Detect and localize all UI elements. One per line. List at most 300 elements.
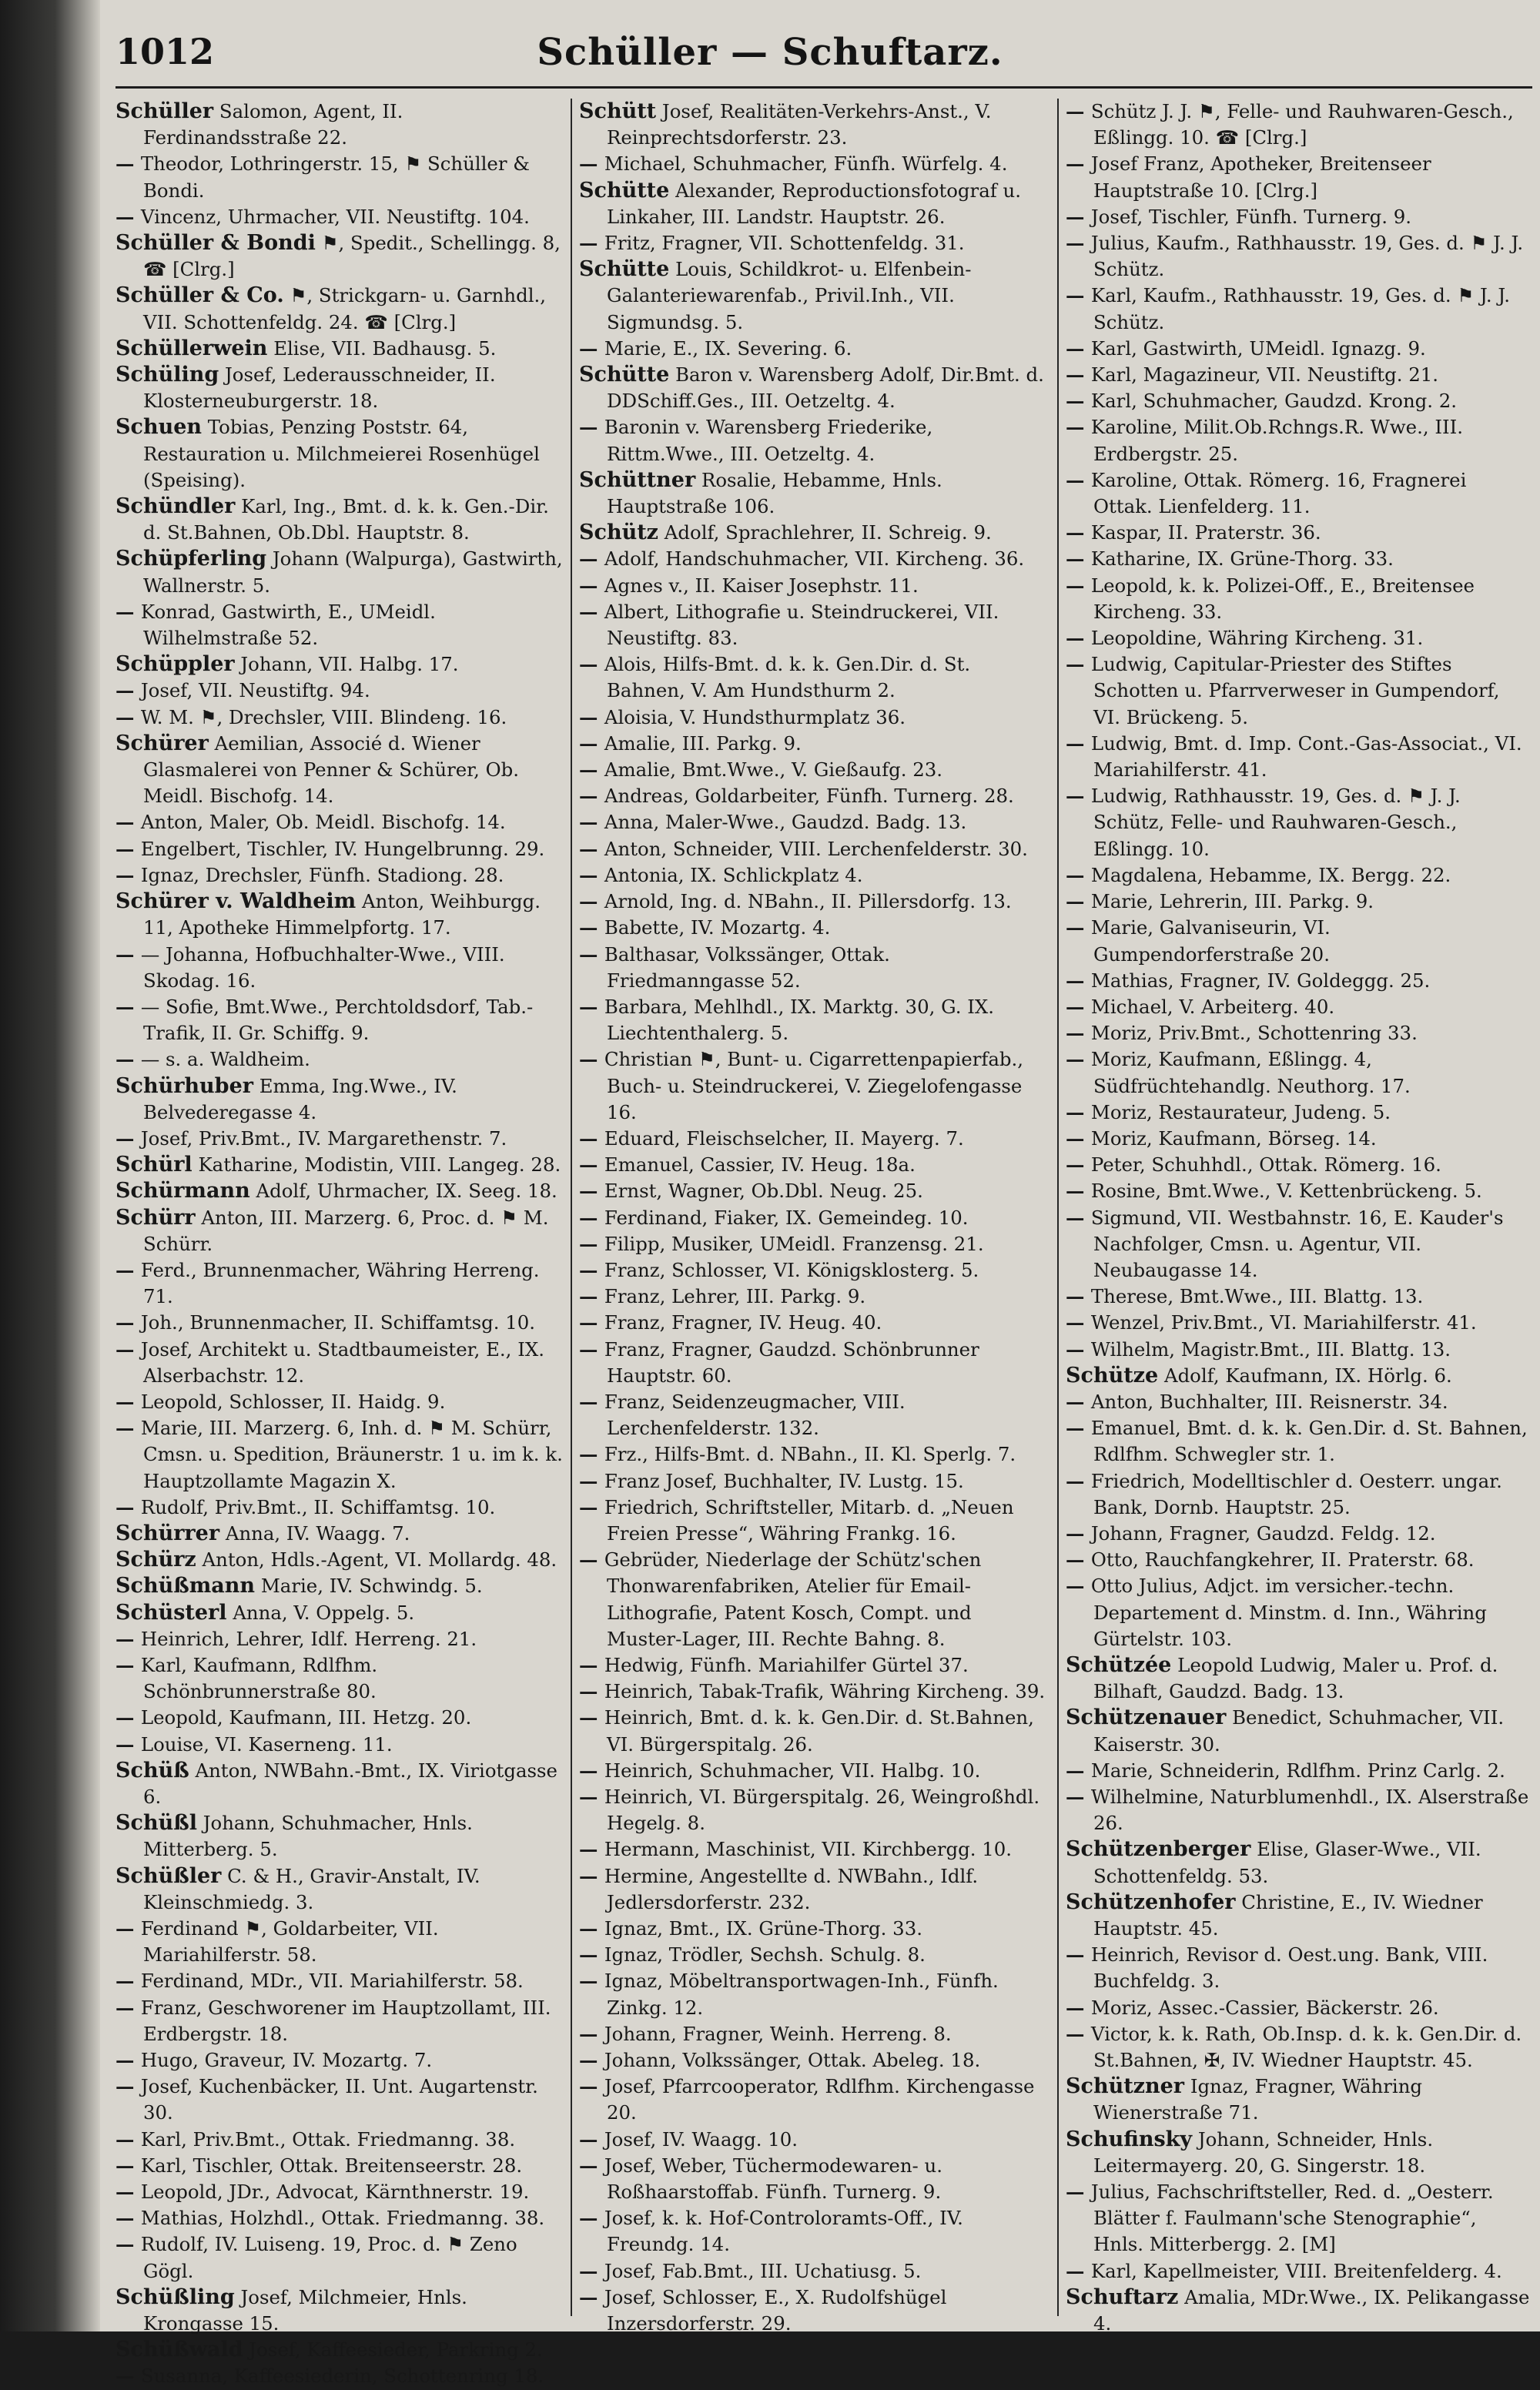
entry-surname: Schüller <box>116 99 214 123</box>
directory-entry <box>1066 2285 1531 2337</box>
directory-entry <box>116 1916 564 1968</box>
entry-details: Baronin v. Warensberg Friederike, Rittm.Wwe., III. Oetzeltg. 4. <box>604 416 933 465</box>
directory-entry <box>579 2285 1050 2337</box>
ditto-dash: — <box>1066 627 1091 650</box>
entry-details: Franz Josef, Buchhalter, IV. Lustg. 15. <box>604 1469 964 1492</box>
entry-details: Anna, Maler-Wwe., Gaudzd. Badg. 13. <box>604 811 967 834</box>
ditto-dash: — <box>579 1495 604 1518</box>
directory-entry <box>579 1178 1050 1204</box>
entry-details: Johann (Walpurga), Gastwirth, Wallnerstr. 5. <box>143 547 563 597</box>
entry-details: Louise, VI. Kaserneng. 11. <box>140 1732 393 1756</box>
entry-details: Ferdinand ⚑, Goldarbeiter, VII. Mariahilferstr. 58. <box>140 1917 439 1967</box>
directory-entry <box>579 546 1050 572</box>
directory-entry <box>1066 1942 1531 1994</box>
ditto-dash: — <box>116 1706 141 1729</box>
entry-details: Heinrich, Tabak-Trafik, Währing Kircheng. 39. <box>604 1680 1046 1703</box>
directory-entry <box>579 2205 1050 2258</box>
directory-entry <box>1066 625 1531 651</box>
entry-details: Karl, Kaufm., Rathhausstr. 19, Ges. d. ⚑ J. J. Schütz. <box>1090 284 1511 333</box>
ditto-dash: — <box>116 2365 141 2388</box>
entry-details: Christine, E., IV. Wiedner Hauptstr. 45. <box>1093 1890 1483 1940</box>
ditto-dash: — <box>1066 1206 1091 1229</box>
ditto-dash: — <box>579 837 604 860</box>
directory-entry <box>1066 994 1531 1020</box>
ditto-dash: — <box>579 152 604 176</box>
entry-details: ⚑, Strickgarn- u. Garnhdl., VII. Schottenfeldg. 24. ☎ [Clrg.] <box>143 284 547 333</box>
entry-details: Adolf, Kaufmann, IX. Hörlg. 6. <box>1163 1364 1452 1387</box>
ditto-dash: — <box>579 547 604 571</box>
ditto-dash: — <box>579 2075 604 2098</box>
directory-entry <box>579 1126 1050 1152</box>
directory-entry <box>116 99 564 151</box>
entry-details: Karl, Gastwirth, UMeidl. Ignazg. 9. <box>1090 336 1426 360</box>
directory-entry <box>579 2021 1050 2047</box>
ditto-dash: — <box>116 1390 141 1413</box>
ditto-dash: — <box>1066 1548 1091 1572</box>
entry-details: Marie, III. Marzerg. 6, Inh. d. ⚑ M. Schürr, Cmsn. u. Spedition, Bräunerstr. 1 u. im k. k. Hauptzollamte Magazin X. <box>140 1417 563 1492</box>
entry-surname: Schüppler <box>116 652 235 677</box>
ditto-dash: — <box>1066 1786 1091 1808</box>
entry-details: Albert, Lithografie u. Steindruckerei, VII. Neustiftg. 83. <box>604 600 999 650</box>
entry-surname: Schuen <box>116 415 203 440</box>
entry-surname: Schürz <box>116 1548 196 1572</box>
ditto-dash: — <box>1066 863 1091 886</box>
entry-details: Salomon, Agent, II. Ferdinandsstraße 22. <box>143 100 403 149</box>
ditto-dash: — <box>1066 521 1091 544</box>
ditto-dash: — <box>1066 1285 1091 1308</box>
entry-details: Katharine, Modistin, VIII. Langeg. 28. <box>198 1153 561 1177</box>
entry-details: Marie, Schneiderin, Rdlfhm. Prinz Carlg. 2. <box>1090 1759 1505 1782</box>
ditto-dash: — <box>116 205 141 228</box>
entry-details: Marie, Galvaniseurin, VI. Gumpendorferstraße 20. <box>1090 916 1331 966</box>
entry-details: Ferd., Brunnenmacher, Währing Herreng. 71. <box>140 1258 540 1308</box>
directory-entry <box>579 1863 1050 1916</box>
entry-details: Amalia, MDr.Wwe., IX. Pelikangasse 4. <box>1093 2285 1530 2335</box>
entry-details: Mathias, Fragner, IV. Goldeggg. 25. <box>1090 969 1431 992</box>
directory-entry <box>116 1521 564 1547</box>
entry-details: Kaspar, II. Praterstr. 36. <box>1090 521 1321 544</box>
entry-details: Schütz J. J. ⚑, Felle- und Rauhwaren-Gesch., Eßlingg. 10. ☎ [Clrg.] <box>1090 100 1514 149</box>
entry-details: Otto Julius, Adjct. im versicher.-techn. Departement d. Minstm. d. Inn., Währing Gürtelstr. 103. <box>1090 1575 1487 1650</box>
directory-entry <box>1066 1573 1531 1652</box>
directory-entry <box>116 1337 564 1389</box>
ditto-dash: — <box>116 2075 141 2098</box>
entry-details: Rudolf, IV. Luiseng. 19, Proc. d. ⚑ Zeno Gögl. <box>140 2233 517 2282</box>
entry-details: Franz, Fragner, Gaudzd. Schönbrunner Hauptstr. 60. <box>604 1337 979 1387</box>
entry-details: Frz., Hilfs-Bmt. d. NBahn., II. Kl. Sperlg. 7. <box>604 1443 1016 1466</box>
entry-details: Eduard, Fleischselcher, II. Mayerg. 7. <box>604 1126 964 1150</box>
entry-details: Josef, k. k. Hof-Controloramts-Off., IV. Freundg. 14. <box>604 2207 963 2256</box>
directory-entry <box>116 1152 564 1178</box>
ditto-dash: — <box>1066 232 1091 255</box>
entry-details: Adolf, Handschuhmacher, VII. Kircheng. 36. <box>604 547 1025 571</box>
directory-entry <box>116 1573 564 1599</box>
entry-details: Leopold Ludwig, Maler u. Prof. d. Bilhaft, Gaudzd. Badg. 13. <box>1093 1653 1498 1703</box>
entry-surname: Schüller & Co. <box>116 283 284 308</box>
directory-entry <box>1066 204 1531 230</box>
ditto-dash: — <box>579 336 604 360</box>
directory-entry <box>579 1441 1050 1468</box>
directory-entry <box>1066 783 1531 862</box>
directory-entry <box>116 2285 564 2337</box>
entry-details: Benedict, Schuhmacher, VII. Kaiserstr. 30. <box>1093 1706 1505 1756</box>
entry-details: Moriz, Restaurateur, Judeng. 5. <box>1090 1100 1391 1123</box>
directory-entry <box>1066 1337 1531 1363</box>
entry-details: Ludwig, Rathhausstr. 19, Ges. d. ⚑ J. J. Schütz, Felle- und Rauhwaren-Gesch., Eßlingg. 10. <box>1090 785 1461 860</box>
directory-entry <box>579 151 1050 177</box>
ditto-dash: — <box>116 152 141 176</box>
ditto-dash: — <box>1066 1022 1091 1045</box>
entry-surname: Schürr <box>116 1205 196 1230</box>
ditto-dash: — <box>1066 1126 1091 1150</box>
ditto-dash: — <box>1066 2022 1091 2045</box>
entry-details: Friedrich, Schriftsteller, Mitarb. d. „Neuen Freien Presse“, Währing Frankg. 16. <box>604 1495 1014 1545</box>
directory-entry <box>579 889 1050 915</box>
running-head: Schüller — Schuftarz. <box>537 31 1003 74</box>
entry-details: Marie, Lehrerin, III. Parkg. 9. <box>1090 890 1374 913</box>
directory-entry <box>579 1337 1050 1389</box>
directory-entry <box>1066 467 1531 520</box>
entry-details: Therese, Bmt.Wwe., III. Blattg. 13. <box>1090 1285 1424 1308</box>
ditto-dash: — <box>116 2233 141 2256</box>
ditto-dash: — <box>116 1337 141 1361</box>
entry-details: Josef, Schlosser, E., X. Rudolfshügel Inzersdorferstr. 29. <box>604 2285 947 2335</box>
directory-entry <box>116 1389 564 1415</box>
entry-details: Emanuel, Bmt. d. k. k. Gen.Dir. d. St. Bahnen, Rdlfhm. Schwegler str. 1. <box>1090 1417 1528 1466</box>
entry-details: Susanna, Kaffeesiederin, Schottenring 18. <box>140 2365 544 2388</box>
entry-surname: Schüßling <box>116 2285 235 2309</box>
ditto-dash: — <box>579 1311 604 1334</box>
entry-surname: Schündler <box>116 494 236 519</box>
entry-details: Hedwig, Fünfh. Mariahilfer Gürtel 37. <box>604 1653 969 1676</box>
ditto-dash: — <box>116 2154 141 2177</box>
ditto-dash: — <box>579 942 604 966</box>
column-1 <box>116 99 564 2388</box>
entry-surname: Schüpferling <box>116 547 267 571</box>
directory-entry <box>116 204 564 230</box>
entry-details: Rudolf, Priv.Bmt., II. Schiffamtsg. 10. <box>140 1495 496 1518</box>
ditto-dash: — <box>579 1838 604 1861</box>
entry-details: Magdalena, Hebamme, IX. Bergg. 22. <box>1090 863 1451 886</box>
entry-details: Emanuel, Cassier, IV. Heug. 18a. <box>604 1153 916 1177</box>
ditto-dash: — <box>579 2154 604 2177</box>
entry-surname: Schützenberger <box>1066 1837 1251 1862</box>
ditto-dash: — <box>1066 336 1091 360</box>
ditto-dash: — <box>1066 1469 1091 1492</box>
directory-entry <box>579 2047 1050 2074</box>
entry-surname: Schürhuber <box>116 1073 253 1098</box>
ditto-dash: — <box>579 705 604 728</box>
entry-details: Aloisia, V. Hundsthurmplatz 36. <box>604 705 906 728</box>
ditto-dash: — <box>1066 1153 1091 1177</box>
entry-surname: Schüßmann <box>116 1574 256 1598</box>
directory-entry <box>579 2074 1050 2126</box>
entry-surname: Schütze <box>1066 1363 1159 1387</box>
directory-entry <box>579 599 1050 651</box>
directory-entry <box>116 283 564 335</box>
ditto-dash: — <box>579 1917 604 1940</box>
ditto-dash: — <box>579 1337 604 1361</box>
entry-details: Rosalie, Hebamme, Hnls. Hauptstraße 106. <box>607 468 942 518</box>
entry-details: Karoline, Milit.Ob.Rchngs.R. Wwe., III. Erdbergstr. 25. <box>1090 416 1464 465</box>
directory-entry <box>579 1968 1050 2020</box>
directory-entry <box>116 705 564 731</box>
directory-entry <box>579 1836 1050 1863</box>
ditto-dash: — <box>579 1680 604 1703</box>
directory-entry <box>579 2153 1050 2205</box>
directory-entry <box>1066 651 1531 731</box>
entry-surname: Schüttner <box>579 467 696 492</box>
ditto-dash: — <box>116 1311 141 1334</box>
entry-details: Heinrich, VI. Bürgerspitalg. 26, Weingroßhdl. Hegelg. 8. <box>604 1786 1040 1835</box>
directory-entry <box>116 151 564 203</box>
ditto-dash: — <box>1066 969 1091 992</box>
entry-details: Anton, Hdls.-Agent, VI. Mollardg. 48. <box>202 1548 557 1572</box>
entry-details: Ignaz, Möbeltransportwagen-Inh., Fünfh. Zinkg. 12. <box>604 1970 999 2019</box>
directory-entry <box>579 467 1050 520</box>
directory-entry <box>579 651 1050 704</box>
directory-entry <box>1066 1389 1531 1415</box>
ditto-dash: — <box>579 916 604 939</box>
directory-entry <box>1066 283 1531 335</box>
entry-details: Anton, Maler, Ob. Meidl. Bischofg. 14. <box>140 811 506 834</box>
entry-surname: Schüßler <box>116 1863 222 1888</box>
column-divider <box>1057 99 1059 2316</box>
entry-details: Julius, Kaufm., Rathhausstr. 19, Ges. d. ⚑ J. J. Schütz. <box>1090 232 1524 281</box>
ditto-dash: — <box>579 758 604 782</box>
ditto-dash: — <box>579 1970 604 1993</box>
entry-details: Josef, Priv.Bmt., IV. Margarethenstr. 7. <box>140 1126 507 1150</box>
entry-details: Ignaz, Trödler, Sechsh. Schulg. 8. <box>604 1943 926 1967</box>
ditto-dash: — <box>1066 2259 1091 2282</box>
entry-details: Heinrich, Bmt. d. k. k. Gen.Dir. d. St.Bahnen, VI. Bürgerspitalg. 26. <box>604 1706 1034 1756</box>
directory-entry <box>579 1758 1050 1784</box>
entry-details: Wenzel, Priv.Bmt., VI. Mariahilferstr. 41. <box>1090 1311 1477 1334</box>
ditto-dash: — <box>116 942 141 966</box>
ditto-dash: — <box>579 2207 604 2230</box>
directory-entry <box>1066 2258 1531 2285</box>
entry-surname: Schützenauer <box>1066 1705 1227 1730</box>
directory-entry <box>116 1626 564 1652</box>
directory-entry <box>1066 1284 1531 1310</box>
entry-surname: Schürer v. Waldheim <box>116 889 357 914</box>
entry-details: Josef, IV. Waagg. 10. <box>604 2127 798 2151</box>
ditto-dash: — <box>116 1917 141 1940</box>
directory-entry <box>1066 968 1531 994</box>
directory-entry <box>116 1863 564 1916</box>
entry-details: Josef, Realitäten-Verkehrs-Anst., V. Reinprechtsdorferstr. 23. <box>607 100 992 149</box>
entry-details: Wilhelm, Magistr.Bmt., III. Blattg. 13. <box>1090 1337 1451 1361</box>
entry-details: Alois, Hilfs-Bmt. d. k. k. Gen.Dir. d. St. Bahnen, V. Am Hundsthurm 2. <box>604 653 971 702</box>
entry-details: Engelbert, Tischler, IV. Hungelbrunng. 29. <box>140 837 545 860</box>
ditto-dash: — <box>116 1732 141 1756</box>
entry-surname: Schürer <box>116 731 209 755</box>
entry-surname: Schürmann <box>116 1179 250 1203</box>
entry-details: Karl, Tischler, Ottak. Breitenseerstr. 28. <box>140 2154 523 2177</box>
ditto-dash: — <box>1066 468 1091 491</box>
ditto-dash: — <box>579 1706 604 1729</box>
entry-details: Wilhelmine, Naturblumenhdl., IX. Alserstraße 26. <box>1090 1786 1529 1835</box>
directory-entry <box>116 1495 564 1521</box>
directory-entry <box>579 705 1050 731</box>
ditto-dash: — <box>579 1285 604 1308</box>
directory-entry <box>116 889 564 941</box>
entry-surname: Schuftarz <box>1066 2285 1179 2309</box>
directory-entry <box>116 1705 564 1731</box>
directory-entry <box>579 942 1050 994</box>
ditto-dash: — <box>1066 890 1091 913</box>
ditto-dash: — <box>116 1970 141 1993</box>
directory-entry <box>116 1126 564 1152</box>
ditto-dash: — <box>1066 1390 1091 1413</box>
directory-entry <box>579 1652 1050 1679</box>
ditto-dash: — <box>1066 1311 1091 1334</box>
directory-entry <box>116 2231 564 2284</box>
ditto-dash: — <box>579 1126 604 1150</box>
ditto-dash: — <box>116 705 141 728</box>
entry-details: Josef, Milchmeier, Hnls. Krongasse 15. <box>143 2285 467 2335</box>
ditto-dash: — <box>579 1759 604 1782</box>
entry-details: Julius, Fachschriftsteller, Red. d. „Oesterr. Blätter f. Faulmann'sche Stenographie“, Hnls. Mitterbergg. 2. [M] <box>1090 2181 1494 2256</box>
directory-entry <box>116 2363 564 2389</box>
entry-details: — Sofie, Bmt.Wwe., Perchtoldsdorf, Tab.-Trafik, II. Gr. Schiffg. 9. <box>140 995 534 1045</box>
directory-entry <box>116 836 564 862</box>
ditto-dash: — <box>579 653 604 676</box>
entry-details: Fritz, Fragner, VII. Schottenfeldg. 31. <box>604 232 965 255</box>
ditto-dash: — <box>579 2049 604 2072</box>
directory-entry <box>116 599 564 651</box>
directory-entry <box>116 1600 564 1626</box>
directory-entry <box>116 1810 564 1863</box>
ditto-dash: — <box>579 2285 604 2308</box>
ditto-dash: — <box>1066 1996 1091 2019</box>
ditto-dash: — <box>1066 363 1091 387</box>
entry-details: Karl, Schuhmacher, Gaudzd. Krong. 2. <box>1090 390 1458 413</box>
directory-entry <box>116 230 564 283</box>
entry-details: Barbara, Mehlhdl., IX. Marktg. 30, G. IX. Liechtenthalerg. 5. <box>604 995 994 1045</box>
directory-entry <box>116 942 564 994</box>
entry-details: Michael, Schuhmacher, Fünfh. Würfelg. 4. <box>604 152 1008 176</box>
entry-details: Marie, E., IX. Severing. 6. <box>604 336 852 360</box>
directory-entry <box>1066 889 1531 915</box>
entry-details: Anna, IV. Waagg. 7. <box>225 1521 410 1545</box>
directory-entry <box>579 362 1050 414</box>
ditto-dash: — <box>1066 2181 1091 2204</box>
ditto-dash: — <box>1066 152 1091 176</box>
directory-entry <box>579 862 1050 889</box>
ditto-dash: — <box>116 837 141 860</box>
entry-details: Franz, Schlosser, VI. Königsklosterg. 5. <box>604 1258 979 1281</box>
entry-surname: Schütz <box>579 521 659 545</box>
directory-entry <box>116 1995 564 2047</box>
directory-entry <box>116 1547 564 1573</box>
entry-details: Moriz, Priv.Bmt., Schottenring 33. <box>1090 1022 1418 1045</box>
entry-details: Johann, Schuhmacher, Hnls. Mitterberg. 5. <box>143 1812 473 1861</box>
directory-entry <box>116 1310 564 1336</box>
directory-entry <box>1066 1363 1531 1389</box>
ditto-dash: — <box>579 574 604 597</box>
entry-details: ⚑, Spedit., Schellingg. 8, ☎ [Clrg.] <box>143 232 561 281</box>
directory-entry <box>1066 1152 1531 1178</box>
entry-details: Leopold, k. k. Polizei-Off., E., Breitensee Kircheng. 33. <box>1090 574 1475 623</box>
entry-details: Johann, Fragner, Weinh. Herreng. 8. <box>604 2022 952 2045</box>
entry-details: Johann, VII. Halbg. 17. <box>240 653 459 676</box>
ditto-dash: — <box>579 1153 604 1177</box>
entry-details: Leopold, Kaufmann, III. Hetzg. 20. <box>140 1706 472 1729</box>
ditto-dash: — <box>116 1653 141 1676</box>
ditto-dash: — <box>579 232 604 255</box>
ditto-dash: — <box>579 1258 604 1281</box>
entry-details: Hermann, Maschinist, VII. Kirchbergg. 10. <box>604 1838 1013 1861</box>
entry-details: Anton, Weihburgg. 11, Apotheke Himmelpfortg. 17. <box>143 890 541 939</box>
ditto-dash: — <box>116 1048 141 1071</box>
entry-details: Anna, V. Oppelg. 5. <box>233 1601 415 1624</box>
directory-entry <box>116 1178 564 1204</box>
entry-details: Aemilian, Associé d. Wiener Glasmalerei von Penner & Schürer, Ob. Meidl. Bischofg. 14. <box>143 731 520 808</box>
ditto-dash: — <box>116 863 141 886</box>
directory-entry <box>1066 230 1531 283</box>
directory-entry <box>579 836 1050 862</box>
entry-details: Agnes v., II. Kaiser Josephstr. 11. <box>604 574 919 597</box>
directory-entry <box>579 573 1050 599</box>
directory-entry <box>116 862 564 889</box>
entry-details: Leopold, Schlosser, II. Haidg. 9. <box>140 1390 446 1413</box>
directory-entry <box>116 362 564 414</box>
ditto-dash: — <box>579 1206 604 1229</box>
directory-entry <box>116 2205 564 2231</box>
directory-entry <box>1066 1100 1531 1126</box>
ditto-dash: — <box>1066 1521 1091 1545</box>
directory-entry <box>1066 151 1531 203</box>
directory-entry <box>1066 1890 1531 1942</box>
entry-details: Adolf, Sprachlehrer, II. Schreig. 9. <box>664 521 992 544</box>
ditto-dash: — <box>116 1417 141 1440</box>
ditto-dash: — <box>116 1495 141 1518</box>
directory-entry <box>1066 1705 1531 1757</box>
directory-entry <box>1066 2074 1531 2126</box>
entry-details: Josef, Architekt u. Stadtbaumeister, E., IX. Alserbachstr. 12. <box>140 1337 544 1387</box>
directory-entry <box>579 915 1050 941</box>
directory-entry <box>1066 1784 1531 1836</box>
directory-entry <box>579 256 1050 336</box>
directory-entry <box>1066 388 1531 414</box>
column-3 <box>1066 99 1531 2335</box>
entry-details: Franz, Fragner, IV. Heug. 40. <box>604 1311 882 1334</box>
entry-details: Otto, Rauchfangkehrer, II. Praterstr. 68. <box>1090 1548 1475 1572</box>
entry-details: Elise, Glaser-Wwe., VII. Schottenfeldg. 53. <box>1093 1838 1481 1887</box>
entry-details: Leopoldine, Währing Kircheng. 31. <box>1090 627 1424 650</box>
entry-details: Johann, Volkssänger, Ottak. Abeleg. 18. <box>604 2049 981 2072</box>
entry-details: Theodor, Lothringerstr. 15, ⚑ Schüller & Bondi. <box>140 152 530 202</box>
directory-entry <box>116 651 564 678</box>
entry-details: Sigmund, VII. Westbahnstr. 16, E. Kauder's Nachfolger, Cmsn. u. Agentur, VII. Neubaugasse 14. <box>1090 1206 1504 1281</box>
entry-details: Josef, Pfarrcooperator, Rdlfhm. Kirchengasse 20. <box>604 2075 1035 2124</box>
directory-entry <box>1066 1468 1531 1521</box>
entry-details: — Johanna, Hofbuchhalter-Wwe., VIII. Skodag. 16. <box>140 942 505 992</box>
entry-details: Heinrich, Revisor d. Oest.ung. Bank, VIII. Buchfeldg. 3. <box>1090 1943 1488 1993</box>
directory-entry <box>116 494 564 546</box>
entry-details: Baron v. Warensberg Adolf, Dir.Bmt. d. DDSchiff.Ges., III. Oetzeltg. 4. <box>607 363 1044 413</box>
directory-entry <box>579 2127 1050 2153</box>
directory-entry <box>579 809 1050 835</box>
directory-entry <box>1066 1836 1531 1889</box>
entry-surname: Schüßwald <box>116 2338 243 2362</box>
entry-details: Ferdinand, MDr., VII. Mariahilferstr. 58. <box>140 1970 524 1993</box>
ditto-dash: — <box>116 1627 141 1650</box>
entry-details: Josef, Kaffeesieder, Parkring 2. <box>249 2338 543 2362</box>
directory-entry <box>579 757 1050 783</box>
entry-details: Ernst, Wagner, Ob.Dbl. Neug. 25. <box>604 1180 923 1203</box>
